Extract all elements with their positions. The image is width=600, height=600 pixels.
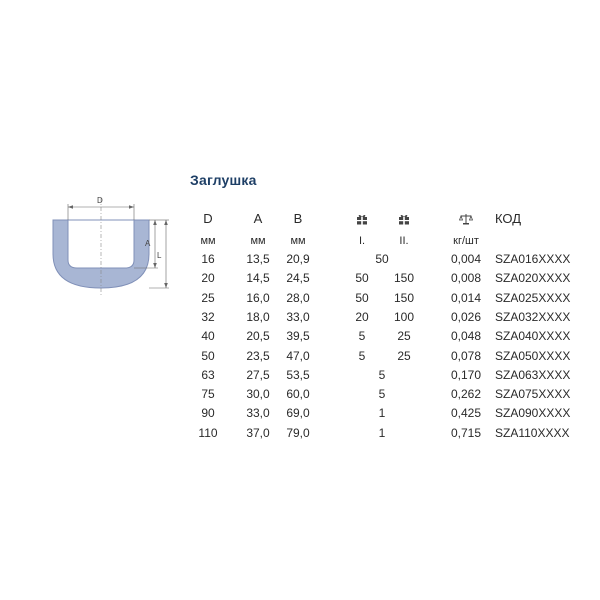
table-cell: 50 <box>201 348 215 363</box>
table-cell: 0,078 <box>450 348 482 363</box>
table-cell: 39,5 <box>286 329 310 344</box>
table-cell: 0,026 <box>450 309 482 324</box>
table-cell: SZA025XXXX <box>495 290 571 305</box>
l-label: L <box>157 251 162 260</box>
table-cell: SZA110XXXX <box>495 425 570 440</box>
column-unit: II. <box>399 235 409 247</box>
table-cell: 90 <box>201 406 215 421</box>
column-header: A <box>253 211 263 226</box>
table-cell: 27,5 <box>246 367 270 382</box>
pack-quantity-cell: 5 <box>378 387 386 402</box>
d-label: D <box>97 196 103 205</box>
table-cell: SZA016XXXX <box>495 252 571 266</box>
a-arrow-bottom <box>153 263 157 268</box>
table-cell: 32 <box>201 309 215 324</box>
l-arrow-bottom <box>164 283 168 288</box>
table-cell: 47,0 <box>286 348 310 363</box>
table-cell: SZA090XXXX <box>495 406 571 421</box>
table-cell: 18,0 <box>246 309 270 324</box>
column-header: КОД <box>495 211 522 226</box>
table-cell: 33,0 <box>286 309 310 324</box>
table-cell: SZA050XXXX <box>495 348 571 363</box>
column-unit: кг/шт <box>453 235 479 247</box>
a-arrow-top <box>153 220 157 225</box>
table-cell: 79,0 <box>286 425 310 440</box>
table-cell: 150 <box>393 271 415 286</box>
pack-quantity-cell: 50 <box>375 252 389 266</box>
table-cell: SZA020XXXX <box>495 271 571 286</box>
table-cell: 20,9 <box>286 252 310 266</box>
table-cell: 5 <box>358 329 366 344</box>
table-cell: 40 <box>201 329 215 344</box>
pack-quantity-cell: 1 <box>378 406 386 421</box>
table-cell: 63 <box>201 367 215 382</box>
table-cell: 69,0 <box>286 406 310 421</box>
table-cell: 23,5 <box>246 348 270 363</box>
end-cap-diagram <box>45 190 175 300</box>
table-cell: 0,425 <box>450 406 482 421</box>
table-cell: 0,170 <box>450 367 482 382</box>
page-title: Заглушка <box>190 172 257 188</box>
column-unit: мм <box>290 235 306 247</box>
end-cap-drawing <box>45 190 175 300</box>
column-unit: I. <box>358 235 366 247</box>
a-label: A <box>145 239 151 248</box>
table-cell: 50 <box>355 290 369 305</box>
table-cell: 25 <box>397 348 411 363</box>
table-cell: SZA075XXXX <box>495 387 571 402</box>
table-cell: 16 <box>201 252 215 266</box>
scale-icon <box>459 213 473 225</box>
table-cell: 14,5 <box>246 271 270 286</box>
table-cell: 0,004 <box>450 252 482 266</box>
column-header: B <box>293 211 303 226</box>
package-icon <box>398 213 410 225</box>
table-cell: 30,0 <box>246 387 270 402</box>
table-cell: 13,5 <box>246 252 270 266</box>
table-cell: 150 <box>393 290 415 305</box>
table-cell: 0,715 <box>450 425 482 440</box>
table-cell: 37,0 <box>246 425 270 440</box>
table-cell: 50 <box>355 271 369 286</box>
table-cell: 53,5 <box>286 367 310 382</box>
table-cell: 5 <box>358 348 366 363</box>
table-cell: 20 <box>355 309 369 324</box>
table-cell: 0,014 <box>450 290 482 305</box>
table-cell: 33,0 <box>246 406 270 421</box>
table-cell: 110 <box>198 425 218 440</box>
table-cell: 0,008 <box>450 271 482 286</box>
pack-quantity-cell: 5 <box>378 367 386 382</box>
table-cell: 28,0 <box>286 290 310 305</box>
package-icon <box>356 213 368 225</box>
table-cell: 100 <box>393 309 415 324</box>
table-cell: 60,0 <box>286 387 310 402</box>
column-unit: мм <box>250 235 266 247</box>
table-cell: SZA040XXXX <box>495 329 571 344</box>
table-cell: 20 <box>201 271 215 286</box>
table-cell: 24,5 <box>286 271 310 286</box>
table-cell: 75 <box>201 387 215 402</box>
table-cell: SZA032XXXX <box>495 309 571 324</box>
table-cell: 20,5 <box>246 329 270 344</box>
column-unit: мм <box>200 235 216 247</box>
table-cell: 25 <box>397 329 411 344</box>
d-arrow-left <box>68 205 73 209</box>
l-arrow-top <box>164 220 168 225</box>
table-cell: 0,262 <box>450 387 482 402</box>
table-cell: 0,048 <box>450 329 482 344</box>
column-header: D <box>203 211 213 226</box>
pack-quantity-cell: 1 <box>378 425 386 440</box>
table-cell: SZA063XXXX <box>495 367 571 382</box>
table-cell: 16,0 <box>246 290 270 305</box>
d-arrow-right <box>129 205 134 209</box>
table-cell: 25 <box>201 290 215 305</box>
